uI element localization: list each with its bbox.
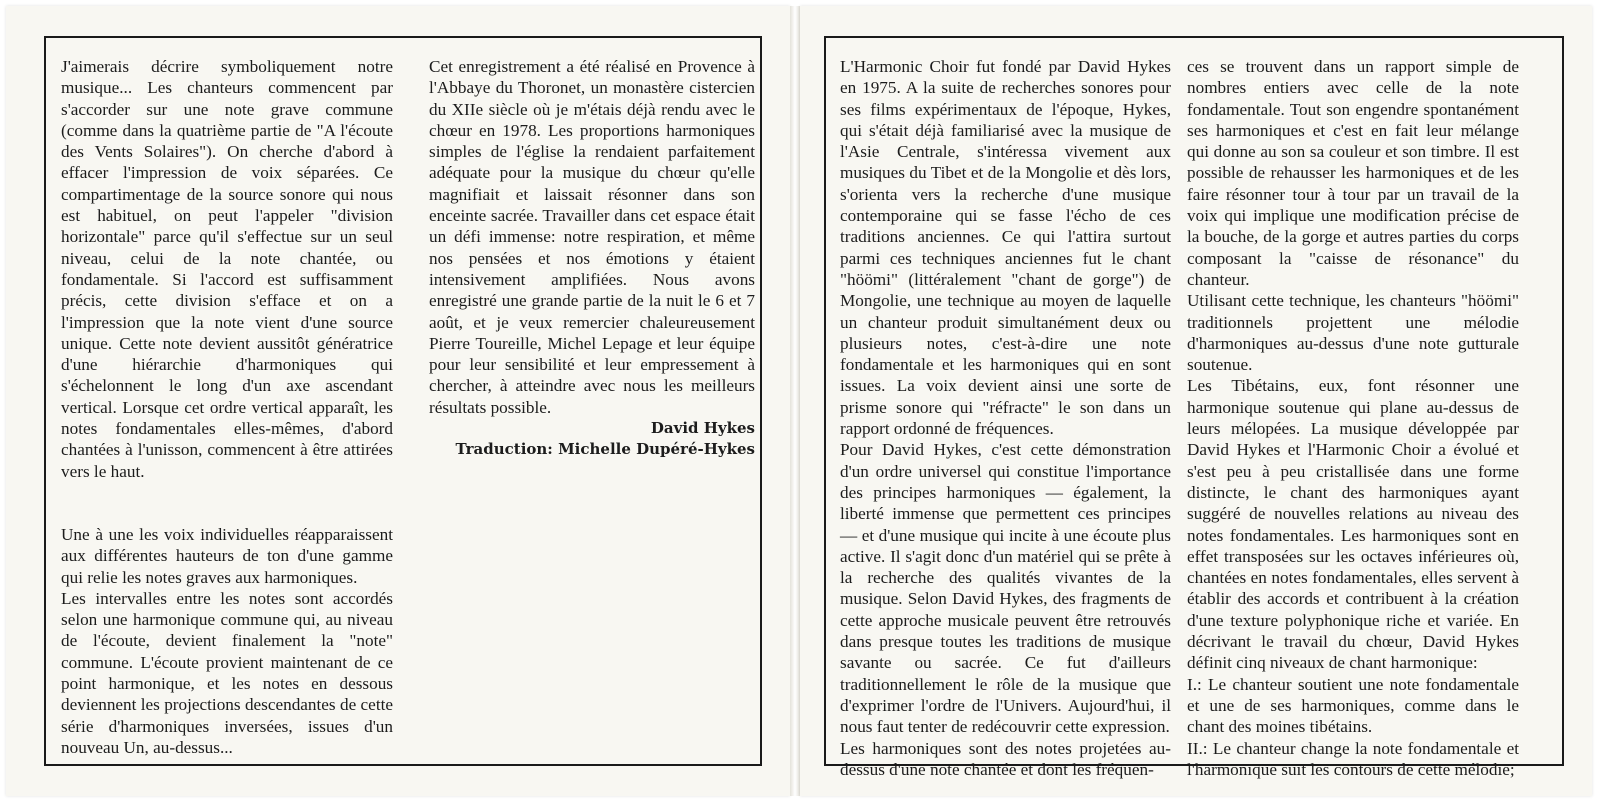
paragraph: Une à une les voix individuelles réapparaissent aux différentes hauteurs de ton d'une gamme qui relie les notes graves aux harmoniques. <box>61 524 393 587</box>
paragraph: Les Tibétains, eux, font résonner une harmonique soutenue qui plane au-dessus de leurs mélopées. La musique développée par David Hykes et l'Harmonic Choir a évolué et s'est peu à peu cristallisée dans une forme distincte, le chant des harmoniques ayant suggéré de nouvelles relations au niveau des notes fondamentales. Les harmoniques sont en effet transposées sur les octaves inférieures où, chantées en notes fondamentales, elles servent à établir des accords et contribuent à la création d'une texture polyphonique riche et variée. En décrivant le travail du chœur, David Hykes définit cinq niveaux de chant harmonique: <box>1187 376 1519 673</box>
left-text-frame <box>44 36 762 766</box>
right-column-1 <box>840 56 1171 779</box>
booklet-spine <box>790 6 800 796</box>
right-page <box>800 6 1592 796</box>
paragraph: II.: Le chanteur change la note fondamentale et l'harmonique suit les contours de cette mélodie; <box>1187 738 1519 779</box>
translation-credit: Traduction: Michelle Dupéré-Hykes <box>455 440 755 459</box>
left-page <box>6 6 790 796</box>
left-column-1 <box>61 56 393 757</box>
paragraph: Les harmoniques sont des notes projetées au-dessus d'une note chantée et dont les fréquen- <box>840 738 1171 779</box>
paragraph: ces se trouvent dans un rapport simple de nombres entiers avec celle de la note fondamentale. Tout son engendre spontanément ses harmoniques et c'est en fait leur mélange qui donne au son sa couleur et son timbre. Il est possible de rehausser les harmoniques et de les faire résonner tour à tour par un travail de la voix qui implique une modification précise de la bouche, de la gorge et autres parties du corps composant la "caisse de résonance" du chanteur. <box>1187 57 1519 289</box>
paragraph: I.: Le chanteur soutient une note fondamentale et une de ses harmoniques, comme dans le chant des moines tibétains. <box>1187 674 1519 737</box>
right-column-2 <box>1187 56 1519 779</box>
paragraph: L'Harmonic Choir fut fondé par David Hykes en 1975. A la suite de recherches sonores pour ses films expérimentaux de l'époque, Hykes, qui s'était déjà familiarisé avec la musique de l'Asie Centrale, s'intéressa vivement aux musiques du Tibet et de la Mongolie et dès lors, s'orienta vers la recherche d'une musique contemporaine qui se fasse l'écho de ces traditions anciennes. Ce qui l'attira surtout parmi ces techniques anciennes fut le chant "höömi" (littéralement "chant de gorge") de Mongolie, une technique au moyen de laquelle un chanteur produit simultanément deux ou plusieurs notes, c'est-à-dire une note fondamentale et les harmoniques qui en sont issues. La voix devient ainsi une sorte de prisme sonore qui "réfracte" le son dans un rapport ordonné de fréquences. <box>840 57 1171 439</box>
paragraph: Cet enregistrement a été réalisé en Provence à l'Abbaye du Thoronet, un monastère cistercien du XIIe siècle où je m'étais déjà rendu avec le chœur en 1978. Les proportions harmoniques simples de l'église la rendaient parfaitement adéquate pour la musique du chœur qu'elle magnifiait et laissait résonner dans son enceinte sacrée. Travailler dans cet espace était un défi immense: notre respiration, et même nos pensées et nos émotions y étaient intensivement amplifiées. Nous avons enregistré une grande partie de la nuit le 6 et 7 août, et je veux remercier chaleureusement Pierre Toureille, Michel Lepage et leur équipe pour leur sensibilité et leur empressement à chercher, à atteindre avec nous les meilleurs résultats possible. <box>429 57 755 417</box>
paragraph: Pour David Hykes, c'est cette démonstration d'un ordre universel qui constitue l'importance des principes harmoniques — également, la liberté immense que permettent ces principes — et d'une musique qui incite à une écoute plus active. Il s'agit donc d'un matériel qui se prête à la recherche des qualités vivantes de la musique. Selon David Hykes, des fragments de cette approche musicale peuvent être retrouvés dans presque toutes les traditions de musique savante ou sacrée. Ce fut d'ailleurs traditionnellement le rôle de la musique que d'exprimer l'ordre de l'Univers. Aujourd'hui, il nous faut tenter de redécouvrir cette expression. <box>840 440 1171 737</box>
paragraph: Utilisant cette technique, les chanteurs "höömi" traditionnels projettent une mélodie d'harmoniques au-dessus d'une note gutturale soutenue. <box>1187 291 1519 375</box>
right-text-frame <box>824 36 1564 779</box>
author-signature: David Hykes <box>650 419 755 438</box>
left-column-2 <box>429 56 755 752</box>
paragraph: J'aimerais décrire symboliquement notre musique... Les chanteurs commencent par s'accorder sur une note grave commune (comme dans la quatrième partie de "A l'écoute des Vents Solaires"). On cherche d'abord à effacer l'impression de voix séparées. Ce compartimentage de la source sonore qui nous est habituel, on peut l'appeler "division horizontale" parce qu'il s'effectue sur un seul niveau, celui de la note chantée, ou fondamentale. Si l'accord est suffisamment précis, cette division s'efface et on a l'impression que la note vient d'une source unique. Cette note devient aussitôt génératrice d'une hiérarchie d'harmoniques qui s'échelonnent le long d'un axe ascendant vertical. Lorsque cet ordre vertical apparaît, les notes fondamentales elles-mêmes, d'abord chantées à l'unisson, commencent à être attirées vers le haut. <box>61 57 393 481</box>
paragraph: Les intervalles entre les notes sont accordés selon une harmonique commune qui, au niveau de l'écoute, devient finalement la "note" commune. L'écoute provient maintenant de ce point harmonique, et les notes en dessous deviennent les projections descendantes de cette série d'harmoniques inversées, issues d'un nouveau Un, au-dessus... <box>61 588 393 757</box>
